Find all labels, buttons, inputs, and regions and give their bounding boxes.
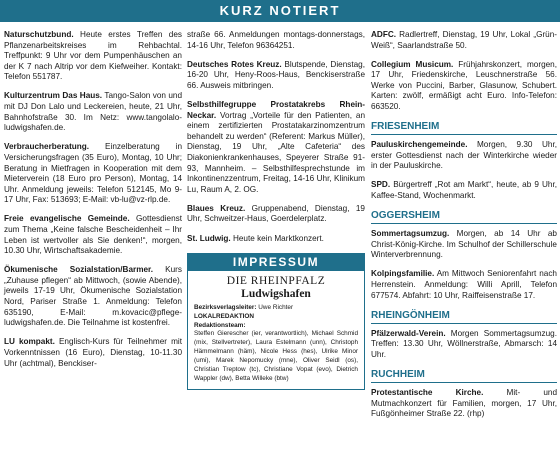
notice-text: Kurs „Zuhause pflegen“ ab Mittwoch, (sowie Abende), jeweils 17-19 Uhr, Ökumenische Sozialstation Nord, Pariser Straße 1. Anmeldung: Telefon 635190, E-Mail: m.kovacic@pflege-ludwigshafen.de. Die Teilnahme ist kostenfrei. bbox=[4, 265, 182, 328]
notice-item bbox=[187, 100, 365, 195]
bezirk-name: Uwe Richter bbox=[256, 303, 294, 311]
notice-item bbox=[4, 91, 182, 133]
notice-item bbox=[371, 388, 557, 420]
notice-item bbox=[187, 30, 365, 51]
notice-text: Heute erstes Treffen des Pflanzenarbeitskreises im Rehbachtal. Treffpunkt: 9 Uhr vor dem Pumpenhäuschen an der K 7 nach Altrip vor dem Kiefweiher. Kontakt: Telefon 551787. bbox=[4, 30, 182, 82]
town-heading-ruchheim: RUCHHEIM bbox=[371, 369, 557, 383]
notice-heading: Verbraucherberatung. bbox=[4, 142, 90, 152]
impressum-content bbox=[187, 271, 365, 390]
newspaper-edition: Ludwigshafen bbox=[241, 287, 311, 300]
notice-item bbox=[187, 60, 365, 92]
lokalredaktion-label: LOKALREDAKTION bbox=[194, 313, 254, 321]
bezirk-label: Bezirksverlagsleiter: bbox=[194, 303, 257, 311]
notice-heading: St. Ludwig. bbox=[187, 233, 231, 243]
notice-item bbox=[371, 60, 557, 113]
notice-heading: Blaues Kreuz. bbox=[187, 203, 246, 213]
notice-heading: Naturschutzbund. bbox=[4, 30, 74, 39]
notice-text: Englisch-Kurs für Teilnehmer mit Vorkenntnissen (16 Euro), Dienstag, 10-11.30 Uhr (achtmal), Benckiser- bbox=[4, 337, 182, 368]
notice-heading: Deutsches Rotes Kreuz. bbox=[187, 59, 282, 69]
notice-heading: Collegium Musicum. bbox=[371, 59, 454, 69]
town-heading-oggersheim: OGGERSHEIM bbox=[371, 210, 557, 224]
notice-item bbox=[371, 140, 557, 172]
notice-heading: Sommertagsumzug. bbox=[371, 229, 450, 239]
notice-item bbox=[4, 30, 182, 83]
notice-text: Gottesdienst zum Thema „Keine falsche Bescheidenheit – Ihr Leben ist wertvoller als Sie denken!“, morgen, 10.30 Uhr, Wirtschaftsakademie. bbox=[4, 214, 182, 256]
notice-text: Morgen, 9.30 Uhr, erster Gottesdienst nach der Winterkirche wieder in der Pauluskirche. bbox=[371, 140, 557, 171]
notice-heading: Kolpingsfamilie. bbox=[371, 269, 435, 279]
notice-heading: ADFC. bbox=[371, 30, 397, 39]
notice-heading: LU kompakt. bbox=[4, 337, 55, 347]
redaktionsteam-list: Steffen Gierescher (ier, verantwortlich), Michael Schmid (mix, Stellvertreter), Laura Estelmann (unn), Christoph Hämmelmann (häm), Nicole Hess (hes), Ulrike Minor (umi), Marek Nepomucky (mne), Oliver Seidl (os), Christian Treptow (tc), Christiane Vopat (evo), Dietrich Wappler (dw), Betta Willeke (btw) bbox=[194, 330, 358, 382]
notice-item bbox=[187, 234, 365, 245]
column-2 bbox=[187, 30, 365, 390]
notice-text: Am Mittwoch Seniorenfahrt nach Herrenstein. Anmeldung: Willi Aprill, Telefon 677574. Abfahrt: 10 Uhr, Raiffeisenstraße 17. bbox=[371, 269, 557, 300]
notice-text: Frühjahrskonzert, morgen, 17 Uhr, Friedenskirche, Leuschnerstraße 56. Werke von Puccini, Barber, Glasunow, Schubert. Karten: zwölf, ermäßigt acht Euro. Info-Telefon: 663520. bbox=[371, 59, 557, 112]
column-1 bbox=[4, 30, 182, 378]
notice-text: Tango-Salon von und mit DJ Don Lalo und Leckereien, heute, 21 Uhr, Bahnhofstraße 30. Im Netz: www.tangolalo-ludwigshafen.de. bbox=[4, 91, 183, 133]
notice-item bbox=[4, 265, 182, 329]
notice-item bbox=[371, 329, 557, 361]
town-heading-friesenheim: FRIESENHEIM bbox=[371, 121, 557, 135]
impressum-box bbox=[187, 253, 365, 390]
impressum-header: IMPRESSUM bbox=[187, 253, 365, 271]
notice-text: Morgen Sommertagsumzug. Treffen: 13.30 Uhr, Wöllnerstraße, Abmarsch: 14 Uhr. bbox=[371, 328, 557, 359]
notice-item bbox=[4, 142, 182, 206]
notice-item bbox=[371, 229, 557, 261]
notice-item bbox=[4, 214, 182, 256]
notice-item bbox=[371, 180, 557, 201]
notice-heading: Selbsthilfegruppe Prostatakrebs Rhein-Neckar. bbox=[187, 99, 365, 120]
notice-text: Mit- und Mutmachkonzert für Familien, morgen, 17 Uhr, Fußgönheimer Straße 22. (rhp) bbox=[371, 387, 557, 419]
notice-text: Bürgertreff „Rot am Markt“, heute, ab 9 Uhr, Kaffee-Stand, Wochenmarkt. bbox=[371, 180, 557, 201]
notice-heading: Freie evangelische Gemeinde. bbox=[4, 214, 130, 224]
notice-item bbox=[4, 337, 182, 369]
notice-text: Radlertreff, Dienstag, 19 Uhr, Lokal „Grün-Weiß“, Saarlandstraße 50. bbox=[371, 30, 557, 50]
notice-text: Morgen, ab 14 Uhr ab Christ-König-Kirche. Im Schulhof der Schillerschule Winterverbrennung. bbox=[371, 229, 557, 260]
notice-item bbox=[187, 204, 365, 225]
notice-text: Heute kein Marktkonzert. bbox=[230, 233, 324, 243]
notice-text: Einzelberatung in Versicherungsfragen (35 Euro), Montag, 10 Uhr; Beratung in Mietfragen in Kooperation mit dem Mieterverein (18 Euro pro Person), Montag, 14 Uhr. Anmeldung jeweils: Telefon 512145, Mo 9-17 Uhr, Fax: 513693; E-Mail: vb-lu@vz-rlp.de. bbox=[4, 142, 182, 205]
notice-heading: Kulturzentrum Das Haus. bbox=[4, 91, 103, 101]
notice-heading: Pfälzerwald-Verein. bbox=[371, 328, 446, 338]
notice-heading: SPD. bbox=[371, 180, 391, 190]
bezirk-line bbox=[194, 304, 358, 313]
notice-text: Blutspende, Dienstag, 16-20 Uhr, Heny-Roos-Haus, Benckiserstraße 66. Ausweis mitbringen. bbox=[187, 59, 365, 90]
newspaper-name: DIE RHEINPFALZ bbox=[226, 274, 326, 287]
town-heading-rheingoenheim: RHEINGÖNHEIM bbox=[371, 310, 557, 324]
notice-item bbox=[371, 269, 557, 301]
notice-text: straße 66. Anmeldungen montags-donnerstags, 14-16 Uhr, Telefon 96364251. bbox=[187, 30, 365, 50]
notice-heading: Ökumenische Sozialstation/Barmer. bbox=[4, 265, 154, 275]
column-3 bbox=[371, 30, 557, 428]
notice-heading: Protestantische Kirche. bbox=[371, 387, 484, 397]
redaktionsteam-label: Redaktionsteam: bbox=[194, 322, 246, 330]
notice-item bbox=[371, 30, 557, 51]
notice-text: Vortrag „Vorteile für den Patienten, an einem zertifizierten Prostatakarzinomzentrum behandelt zu werden“ (Referent: Markus Müller), Dienstag, 19 Uhr, „Alte Cafeteria“ des Diakonienkrankenhauses, Speyerer Straße 91-93, Mannheim. – Selbsthilfesprechstunde im Inkontinenzzentrum, Freitag, 14-16 Uhr, Klinikum Lu, Raum A, 2. OG. bbox=[187, 110, 365, 194]
notice-heading: Pauluskirchengemeinde. bbox=[371, 140, 468, 150]
notice-text: Gruppenabend, Dienstag, 19 Uhr, Schweitzer-Haus, Goerdelerplatz. bbox=[187, 203, 365, 224]
section-banner: KURZ NOTIERT bbox=[0, 0, 560, 22]
